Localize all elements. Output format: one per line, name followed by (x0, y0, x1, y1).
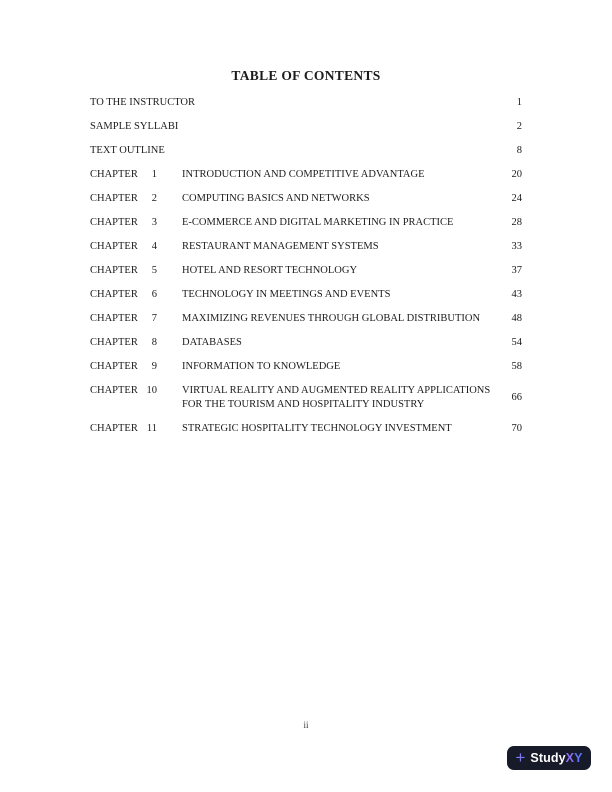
toc-entry-chapter (90, 264, 522, 278)
toc-chapter-label (90, 216, 182, 230)
toc-entry-front (90, 120, 522, 134)
toc-entry-page: 8 (516, 145, 522, 156)
toc-entry-title: TECHNOLOGY IN MEETINGS AND EVENTS (182, 289, 391, 300)
toc-entry-page: 48 (511, 313, 522, 324)
toc-entry-title: TEXT OUTLINE (90, 145, 165, 156)
footer-page-number: ii (303, 720, 309, 730)
toc-chapter-label (90, 168, 182, 182)
toc-entry-chapter (90, 312, 522, 326)
brand-name-study: Study (530, 751, 566, 765)
toc-entry-page: 20 (511, 169, 522, 180)
toc-entry-page: 43 (511, 289, 522, 300)
toc-chapter-label (90, 360, 182, 374)
toc-entry-chapter (90, 384, 522, 412)
toc-chapter-word: CHAPTER (90, 385, 138, 396)
toc-entry-title: VIRTUAL REALITY AND AUGMENTED REALITY APPLICATIONS FOR THE TOURISM AND HOSPITALITY INDUSTRY (182, 385, 491, 410)
toc-chapter-number: 4 (151, 241, 157, 252)
toc-entry-chapter (90, 216, 522, 230)
toc-entry-title: INFORMATION TO KNOWLEDGE (182, 361, 341, 372)
toc-entry-front (90, 144, 522, 158)
toc-entry-title: MAXIMIZING REVENUES THROUGH GLOBAL DISTRIBUTION (182, 313, 481, 324)
toc-chapter-number: 2 (151, 193, 157, 204)
toc-entry-page: 66 (511, 392, 522, 403)
toc-chapter-number: 10 (146, 385, 157, 396)
toc-entry-chapter (90, 240, 522, 254)
toc-entry-title: COMPUTING BASICS AND NETWORKS (182, 193, 370, 204)
toc-chapter-number: 5 (151, 265, 157, 276)
toc-entry-title: E-COMMERCE AND DIGITAL MARKETING IN PRACTICE (182, 217, 454, 228)
toc-entry-title: INTRODUCTION AND COMPETITIVE ADVANTAGE (182, 169, 425, 180)
toc-entry-title: HOTEL AND RESORT TECHNOLOGY (182, 265, 358, 276)
toc-chapter-label (90, 288, 182, 302)
toc-entry-page: 33 (511, 241, 522, 252)
toc-chapter-label (90, 422, 182, 436)
toc-entry-title: RESTAURANT MANAGEMENT SYSTEMS (182, 241, 379, 252)
toc-chapter-number: 6 (151, 289, 157, 300)
toc-entry-page: 58 (511, 361, 522, 372)
toc-entry-page: 2 (516, 121, 522, 132)
toc-page (90, 69, 522, 446)
toc-entry-chapter (90, 288, 522, 302)
toc-chapter-label (90, 240, 182, 254)
toc-chapter-number: 11 (146, 423, 157, 434)
toc-entry-page: 54 (511, 337, 522, 348)
brand-name-y: Y (574, 751, 583, 765)
toc-chapter-word: CHAPTER (90, 241, 138, 252)
toc-chapter-label (90, 264, 182, 278)
toc-chapter-word: CHAPTER (90, 423, 138, 434)
toc-chapter-number: 7 (151, 313, 157, 324)
toc-entry-chapter (90, 168, 522, 182)
toc-chapter-label (90, 312, 182, 326)
toc-chapter-label (90, 384, 182, 398)
toc-chapter-word: CHAPTER (90, 337, 138, 348)
toc-entry-page: 24 (511, 193, 522, 204)
toc-chapter-word: CHAPTER (90, 361, 138, 372)
plus-icon: + (515, 747, 526, 767)
toc-entry-page: 28 (511, 217, 522, 228)
toc-entry-page: 1 (516, 97, 522, 108)
studyxy-logo-badge (507, 746, 591, 770)
toc-chapter-word: CHAPTER (90, 289, 138, 300)
toc-chapter-word: CHAPTER (90, 169, 138, 180)
page-title: TABLE OF CONTENTS (231, 68, 381, 83)
toc-entry-page: 37 (511, 265, 522, 276)
brand-name (530, 751, 582, 765)
toc-entry-title: SAMPLE SYLLABI (90, 121, 179, 132)
toc-chapter-label (90, 192, 182, 206)
toc-entry-chapter (90, 336, 522, 350)
toc-chapter-word: CHAPTER (90, 265, 138, 276)
toc-entry-front (90, 96, 522, 110)
toc-entry-chapter (90, 360, 522, 374)
toc-chapter-number: 1 (151, 169, 157, 180)
toc-entry-page: 70 (511, 423, 522, 434)
toc-entry-title: DATABASES (182, 337, 242, 348)
toc-entry-title: TO THE INSTRUCTOR (90, 97, 196, 108)
toc-chapter-number: 9 (151, 361, 157, 372)
toc-chapter-word: CHAPTER (90, 313, 138, 324)
toc-entry-chapter (90, 192, 522, 206)
toc-entry-title: STRATEGIC HOSPITALITY TECHNOLOGY INVESTMENT (182, 423, 452, 434)
toc-chapter-number: 3 (151, 217, 157, 228)
toc-chapter-number: 8 (151, 337, 157, 348)
brand-name-x: X (565, 751, 575, 765)
toc-chapter-word: CHAPTER (90, 193, 138, 204)
toc-chapter-word: CHAPTER (90, 217, 138, 228)
toc-entry-chapter (90, 422, 522, 436)
toc-chapter-label (90, 336, 182, 350)
